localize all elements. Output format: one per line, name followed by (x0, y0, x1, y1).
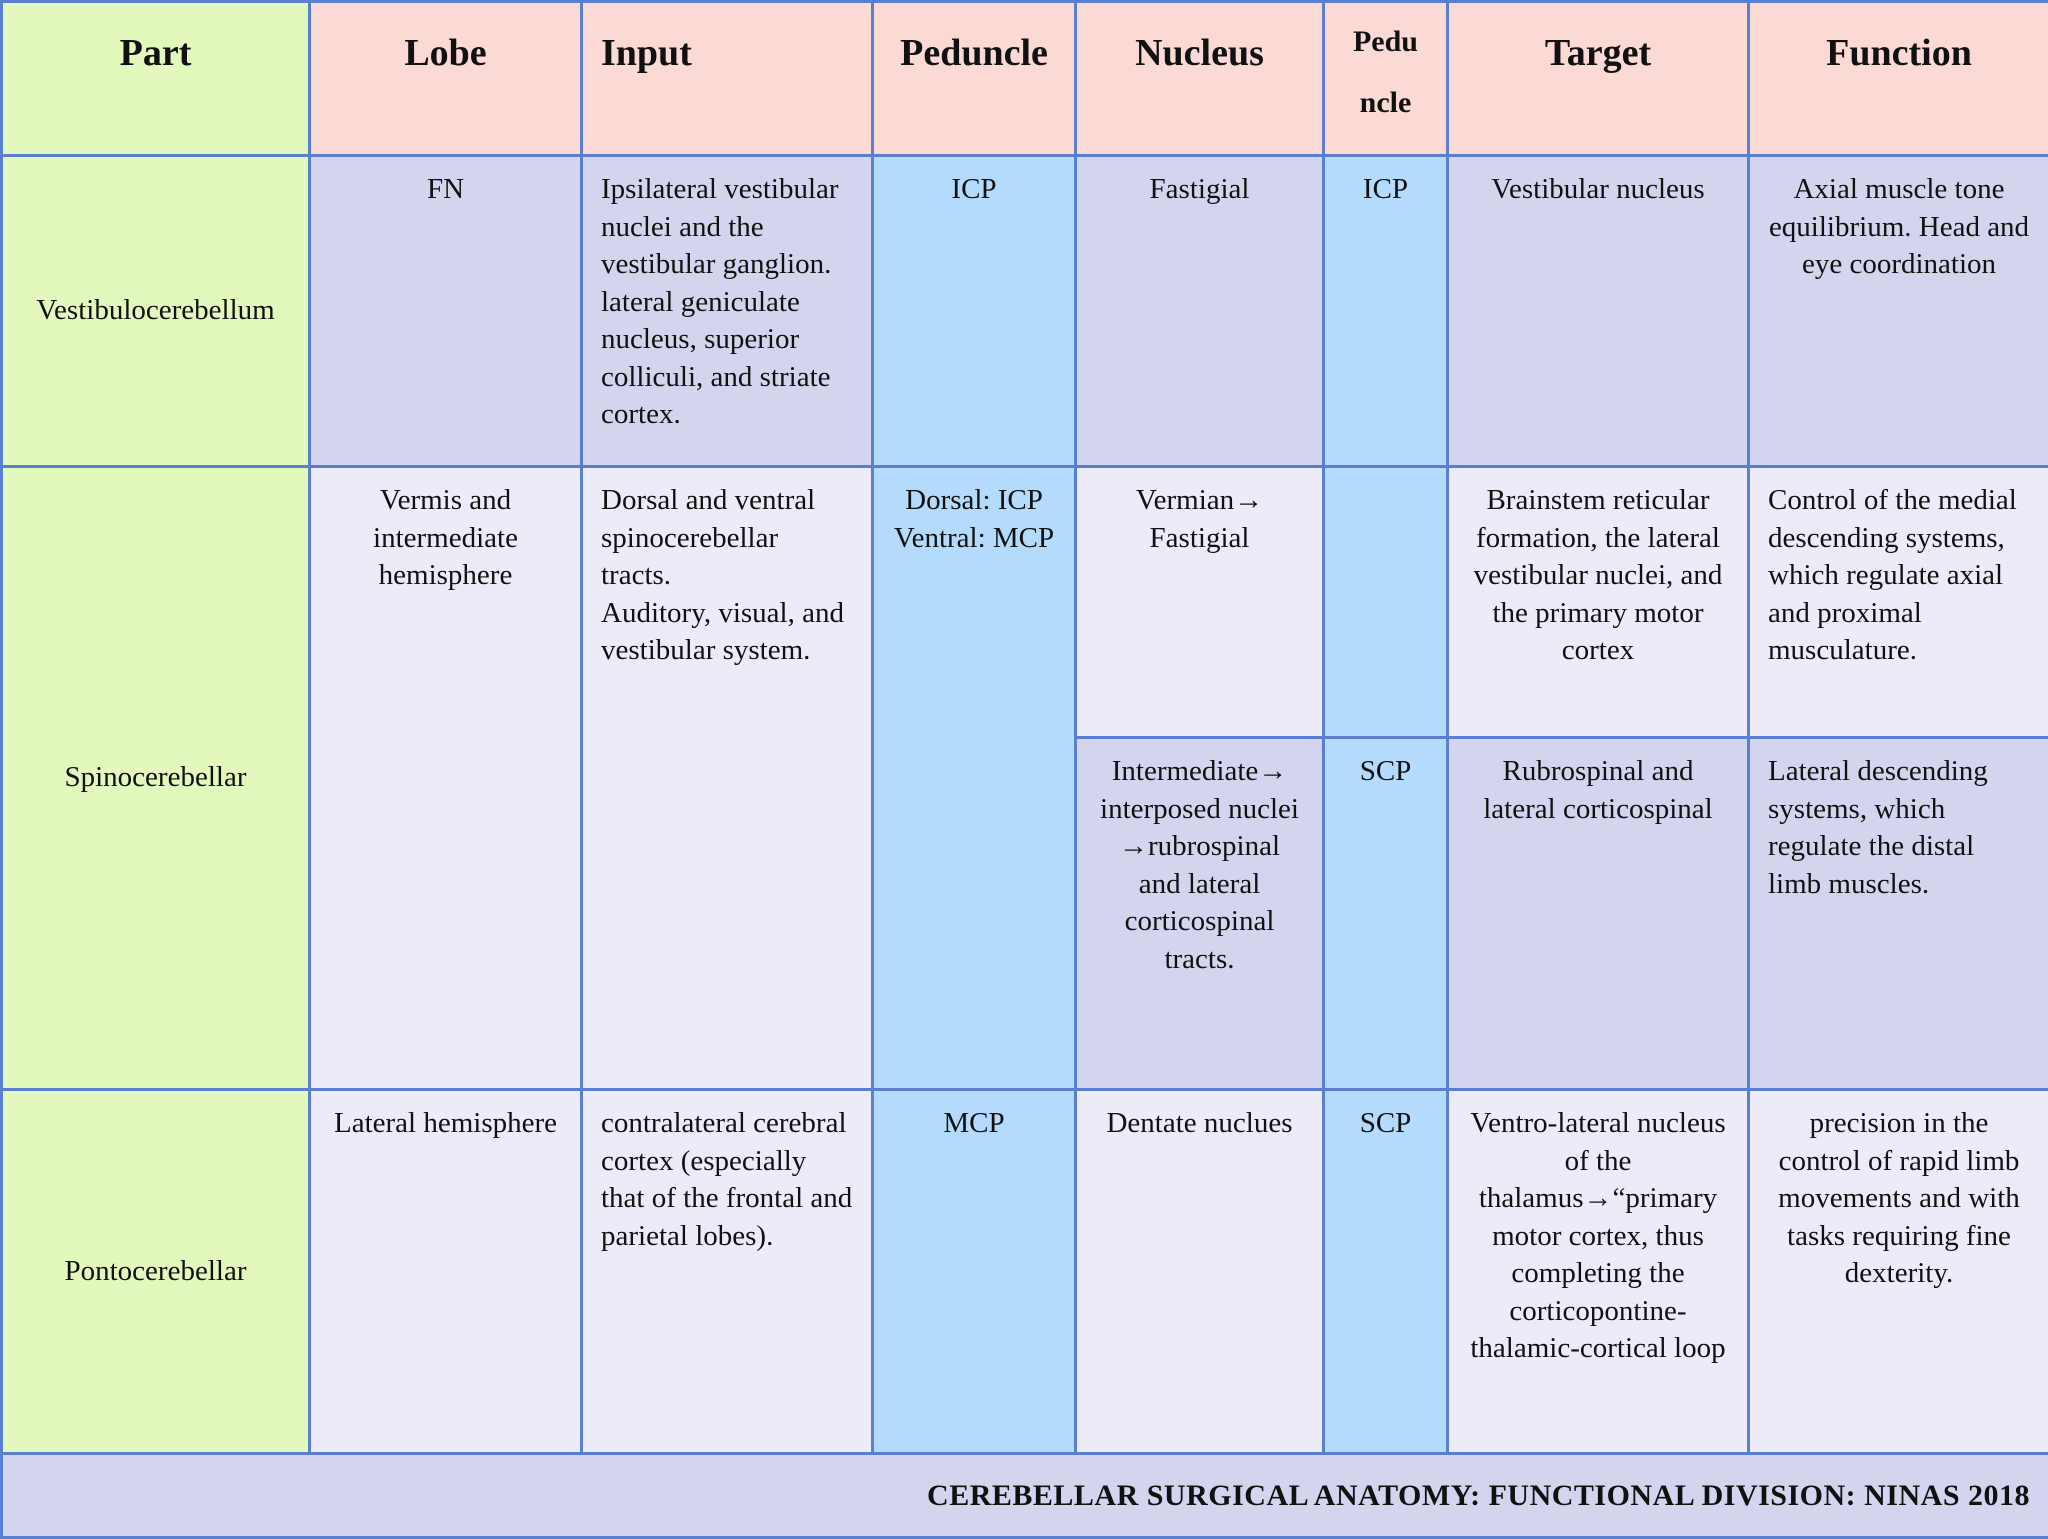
cell-peduncle (873, 467, 1076, 1090)
peduncle-line-1: Dorsal: ICP (905, 484, 1043, 516)
cell-nucleus: Dentate nuclues (1076, 1090, 1324, 1454)
input-line-1: Dorsal and ventral spinocerebellar tracts. (601, 484, 815, 591)
cell-peduncle-2: ICP (1324, 156, 1448, 467)
header-function: Function (1749, 2, 2048, 156)
cell-part: Spinocerebellar (2, 467, 310, 1090)
header-part: Part (2, 2, 310, 156)
cell-function: Control of the medial descending systems, which regulate axial and proximal musculature. (1749, 467, 2048, 738)
cell-function: precision in the control of rapid limb movements and with tasks requiring fine dexterity. (1749, 1090, 2048, 1454)
peduncle-line-2: Ventral: MCP (894, 522, 1054, 554)
header-nucleus: Nucleus (1076, 2, 1324, 156)
footer-caption: CEREBELLAR SURGICAL ANATOMY: FUNCTIONAL DIVISION: NINAS 2018 (2, 1454, 2048, 1538)
cell-peduncle-2 (1324, 467, 1448, 738)
table-row (2, 467, 2048, 738)
cell-function: Axial muscle tone equilibrium. Head and eye coordination (1749, 156, 2048, 467)
header-row (2, 2, 2048, 156)
header-peduncle-2-line2: ncle (1360, 86, 1412, 119)
cell-nucleus: Intermediate→ interposed nuclei →rubrospinal and lateral corticospinal tracts. (1076, 738, 1324, 1090)
cell-input: contralateral cerebral cortex (especially that of the frontal and parietal lobes). (582, 1090, 873, 1454)
footer-row (2, 1454, 2048, 1538)
cell-lobe: Lateral hemisphere (310, 1090, 582, 1454)
input-line-2: Auditory, visual, and vestibular system. (601, 597, 844, 667)
cell-peduncle: ICP (873, 156, 1076, 467)
table-row (2, 1090, 2048, 1454)
cell-target: Brainstem reticular formation, the lateral vestibular nuclei, and the primary motor cortex (1448, 467, 1749, 738)
cell-part: Vestibulocerebellum (2, 156, 310, 467)
header-peduncle-2 (1324, 2, 1448, 156)
cell-function: Lateral descending systems, which regulate the distal limb muscles. (1749, 738, 2048, 1090)
cell-peduncle-2: SCP (1324, 1090, 1448, 1454)
header-peduncle: Peduncle (873, 2, 1076, 156)
cell-nucleus: Vermian→ Fastigial (1076, 467, 1324, 738)
table-row (2, 156, 2048, 467)
header-lobe: Lobe (310, 2, 582, 156)
cell-part: Pontocerebellar (2, 1090, 310, 1454)
header-peduncle-2-line1: Pedu (1353, 25, 1418, 58)
header-target: Target (1448, 2, 1749, 156)
cell-lobe: FN (310, 156, 582, 467)
cell-peduncle: MCP (873, 1090, 1076, 1454)
cell-target: Ventro-lateral nucleus of the thalamus→“primary motor cortex, thus completing the corticopontine-thalamic-cortical loop (1448, 1090, 1749, 1454)
header-input: Input (582, 2, 873, 156)
cell-input (582, 467, 873, 1090)
cell-lobe: Vermis and intermediate hemisphere (310, 467, 582, 1090)
cell-target: Vestibular nucleus (1448, 156, 1749, 467)
cell-input: Ipsilateral vestibular nuclei and the vestibular ganglion. lateral geniculate nucleus, superior colliculi, and striate cortex. (582, 156, 873, 467)
cell-peduncle-2: SCP (1324, 738, 1448, 1090)
cell-nucleus: Fastigial (1076, 156, 1324, 467)
cell-target: Rubrospinal and lateral corticospinal (1448, 738, 1749, 1090)
